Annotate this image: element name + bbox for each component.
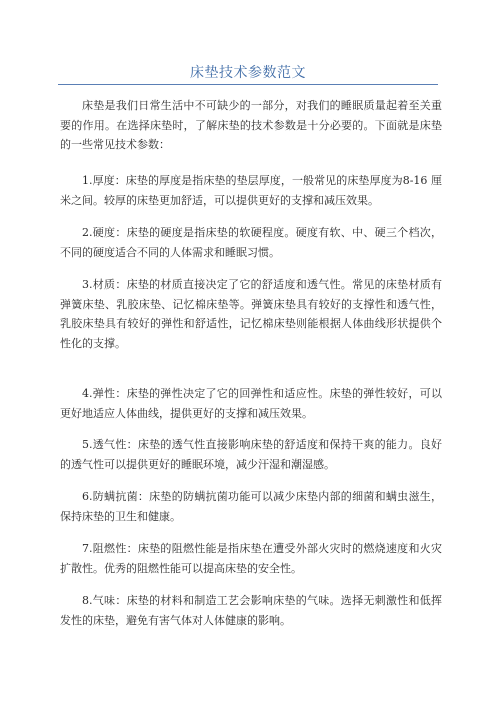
paragraph-material: 3.材质：床垫的材质直接决定了它的舒适度和透气性。常见的床垫材质有弹簧床垫、乳胶床垫、记忆棉床垫等。弹簧床垫具有较好的支撑性和透气性，乳胶床垫具有较好的弹性和舒适性，记忆棉床垫则能根据人体曲线形状提供个性化的支撑。 xyxy=(60,278,442,350)
paragraph-antimite: 6.防螨抗菌：床垫的防螨抗菌功能可以减少床垫内部的细菌和螨虫滋生，保持床垫的卫生和健康。 xyxy=(60,490,442,523)
title-divider xyxy=(58,84,438,85)
paragraph-elasticity: 4.弹性：床垫的弹性决定了它的回弹性和适应性。床垫的弹性较好，可以更好地适应人体曲线，提供更好的支撑和减压效果。 xyxy=(60,387,442,420)
paragraph-breathability: 5.透气性：床垫的透气性直接影响床垫的舒适度和保持干爽的能力。良好的透气性可以提供更好的睡眠环境，减少汗湿和潮湿感。 xyxy=(60,438,442,471)
paragraph-hardness: 2.硬度：床垫的硬度是指床垫的软硬程度。硬度有软、中、硬三个档次，不同的硬度适合不同的人体需求和睡眠习惯。 xyxy=(60,226,442,259)
paragraph-thickness: 1.厚度：床垫的厚度是指床垫的垫层厚度，一般常见的床垫厚度为8-16 厘米之间。较厚的床垫更加舒适，可以提供更好的支撑和减压效果。 xyxy=(60,174,442,207)
intro-paragraph: 床垫是我们日常生活中不可缺少的一部分，对我们的睡眠质量起着至关重要的作用。在选择床垫时，了解床垫的技术参数是十分必要的。下面就是床垫的一些常见技术参数： xyxy=(60,99,442,151)
document-title: 床垫技术参数范文 xyxy=(190,65,306,81)
paragraph-odor: 8.气味：床垫的材料和制造工艺会影响床垫的气味。选择无刺激性和低挥发性的床垫，避免有害气体对人体健康的影响。 xyxy=(60,594,442,627)
paragraph-flame-retardant: 7.阻燃性：床垫的阻燃性能是指床垫在遭受外部火灾时的燃烧速度和火灾扩散性。优秀的阻燃性能可以提高床垫的安全性。 xyxy=(60,542,442,575)
